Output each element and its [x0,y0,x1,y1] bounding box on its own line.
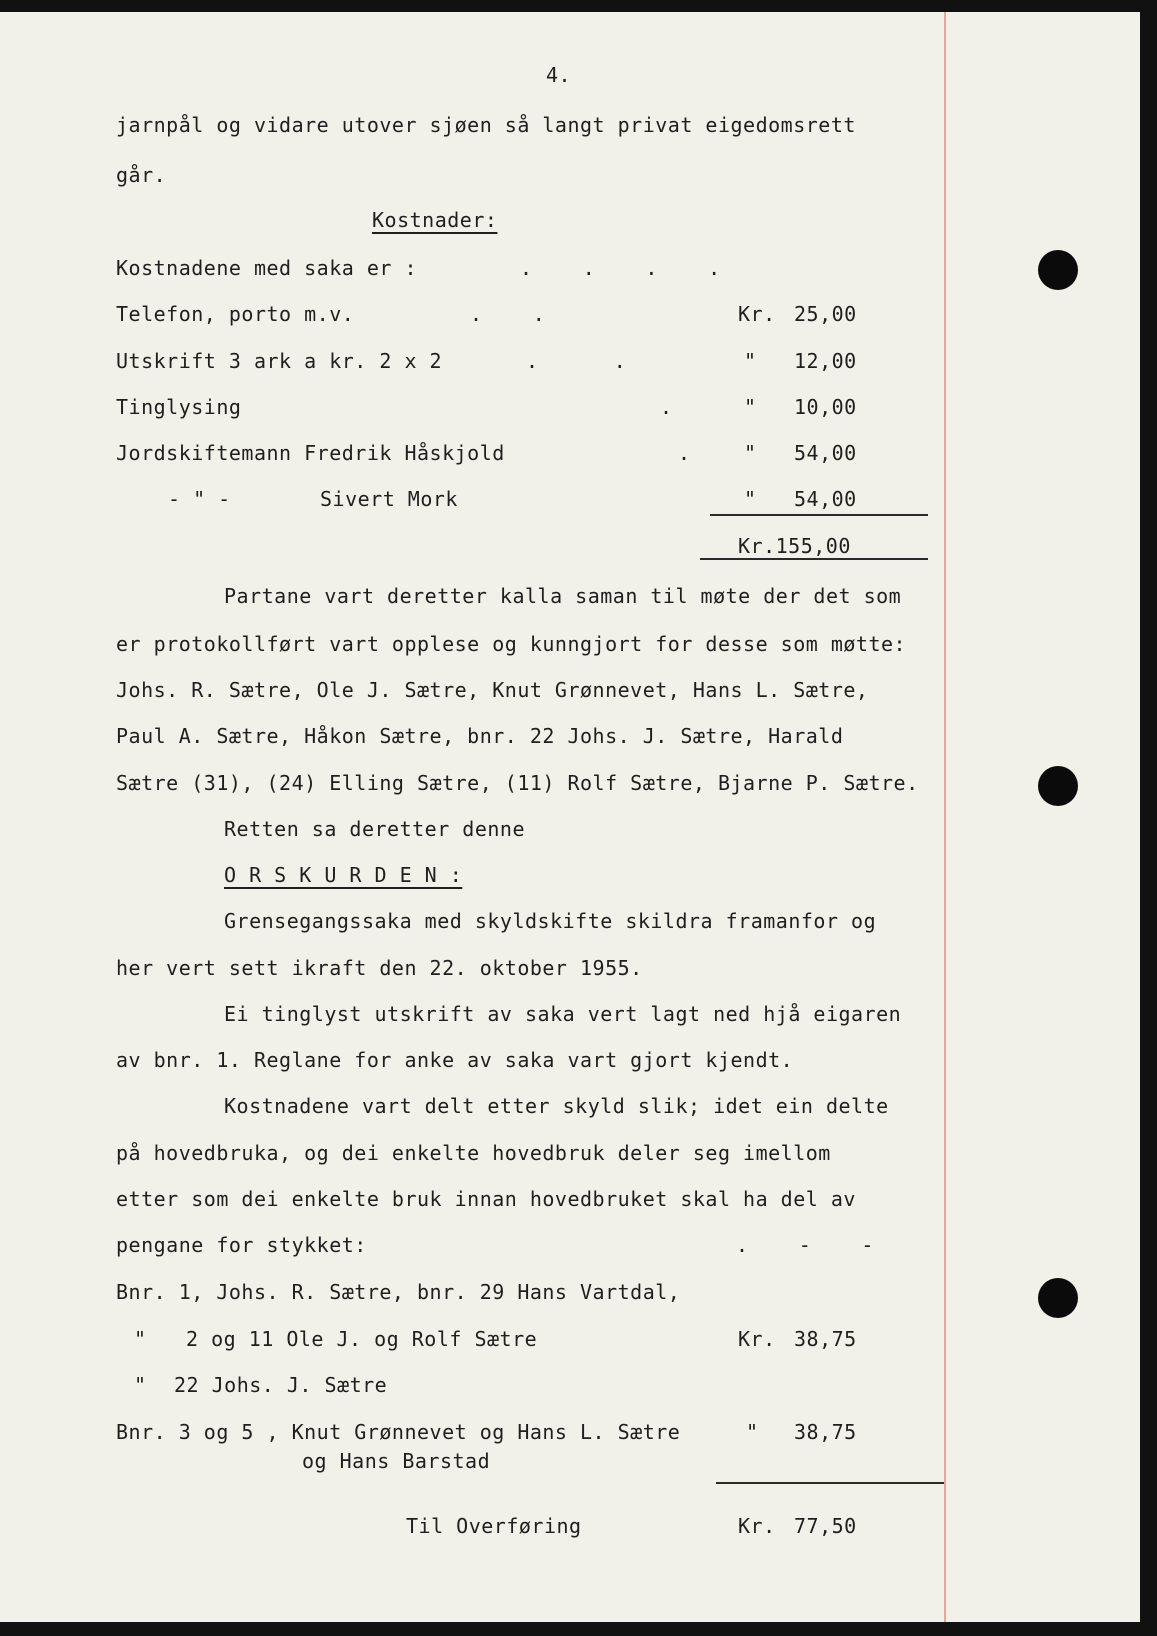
cost-item-label: Telefon, porto m.v. [116,302,355,326]
dot-leader: . . . . [520,256,721,280]
costs-total: Kr.155,00 [738,534,851,558]
ruling-heading: O R S K U R D E N : [224,863,463,887]
text-line: etter som dei enkelte bruk innan hovedbruket skal ha del av [116,1187,856,1211]
ditto-mark: " [134,1373,147,1397]
ditto-mark: - " - [168,487,231,511]
text-line: Sætre (31), (24) Elling Sætre, (11) Rolf Sætre, Bjarne P. Sætre. [116,771,919,795]
dot-leader: . [660,395,673,419]
text-line: Paul A. Sætre, Håkon Sætre, bnr. 22 Johs. J. Sætre, Harald [116,724,844,748]
cost-item-amount: 54,00 [794,487,857,511]
cost-item-prefix: " [744,349,757,373]
cost-item-prefix: " [744,395,757,419]
cost-item-prefix: Kr. [738,302,776,326]
cost-item-amount: 10,00 [794,395,857,419]
sum-rule [710,514,928,516]
allocation-line: 22 Johs. J. Sætre [174,1373,388,1397]
dash-leader: . - - [736,1233,874,1257]
cost-item-label: Utskrift 3 ark a kr. 2 x 2 [116,349,443,373]
cost-item-label: Sivert Mork [320,487,458,511]
costs-intro: Kostnadene med saka er : [116,256,417,280]
allocation-amount: 38,75 [794,1327,857,1351]
text-line: Johs. R. Sætre, Ole J. Sætre, Knut Grønnevet, Hans L. Sætre, [116,678,869,702]
cost-item-amount: 54,00 [794,441,857,465]
cost-item-label: Jordskiftemann Fredrik Håskjold [116,441,505,465]
allocation-prefix: Kr. [738,1327,776,1351]
text-line: Ei tinglyst utskrift av saka vert lagt ned hjå eigaren [224,1002,902,1026]
allocation-line: Bnr. 1, Johs. R. Sætre, bnr. 29 Hans Vartdal, [116,1280,681,1304]
dot-leader: . [678,441,691,465]
text-line: Kostnadene vart delt etter skyld slik; idet ein delte [224,1094,889,1118]
allocation-line: 2 og 11 Ole J. og Rolf Sætre [186,1327,538,1351]
cost-item-prefix: " [744,441,757,465]
punch-hole [1038,250,1078,290]
costs-heading: Kostnader: [372,208,498,232]
dot-leader: . . [526,349,627,373]
carry-over-label: Til Overføring [406,1514,582,1538]
cost-item-amount: 25,00 [794,302,857,326]
text-line: Partane vart deretter kalla saman til møte der det som [224,584,902,608]
dot-leader: . . [470,302,546,326]
total-rule [700,558,928,560]
text-line: går. [116,163,167,187]
allocation-line: og Hans Barstad [302,1449,491,1473]
allocation-amount: 38,75 [794,1420,857,1444]
text-line: av bnr. 1. Reglane for anke av saka vart gjort kjendt. [116,1048,794,1072]
carry-over-amount: 77,50 [794,1514,857,1538]
ditto-mark: " [134,1327,147,1351]
allocation-line: Bnr. 3 og 5 , Knut Grønnevet og Hans L. Sætre [116,1420,681,1444]
punch-hole [1038,766,1078,806]
allocation-prefix: " [746,1420,759,1444]
text-line: på hovedbruka, og dei enkelte hovedbruk deler seg imellom [116,1141,831,1165]
cost-item-amount: 12,00 [794,349,857,373]
court-line: Retten sa deretter denne [224,817,525,841]
cost-item-prefix: " [744,487,757,511]
carry-over-prefix: Kr. [738,1514,776,1538]
page-number: 4. [546,63,572,87]
punch-hole [1038,1278,1078,1318]
text-line: pengane for stykket: [116,1233,367,1257]
text-line: her vert sett ikraft den 22. oktober 1955. [116,956,643,980]
cost-item-label: Tinglysing [116,395,242,419]
text-line: jarnpål og vidare utover sjøen så langt privat eigedomsrett [116,113,856,137]
text-line: Grensegangssaka med skyldskifte skildra framanfor og [224,909,877,933]
text-line: er protokollført vart opplese og kunngjort for desse som møtte: [116,632,907,656]
margin-line [944,12,946,1622]
document-page [0,12,1140,1622]
carry-rule [716,1482,944,1484]
